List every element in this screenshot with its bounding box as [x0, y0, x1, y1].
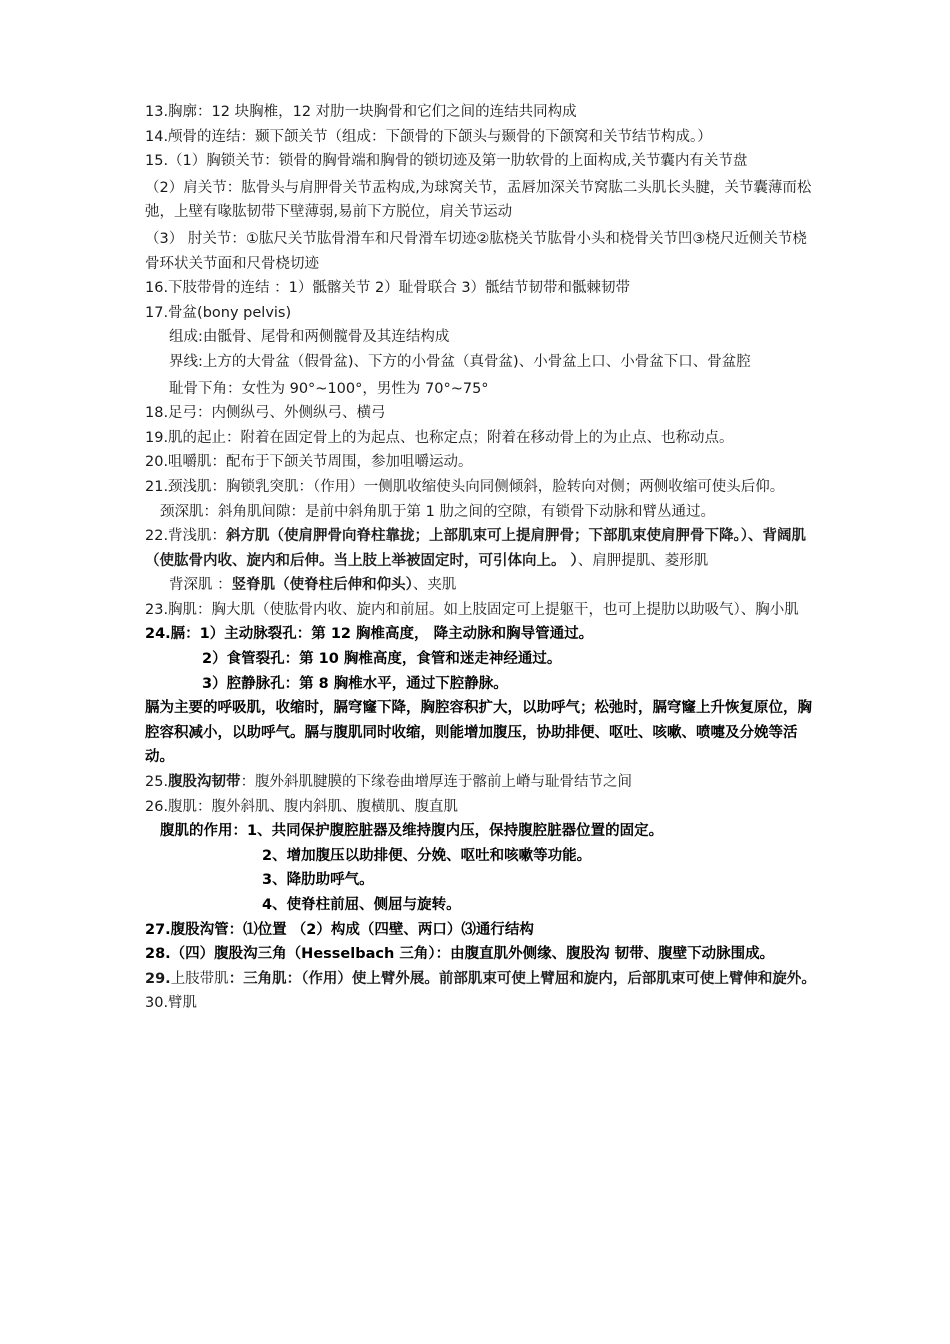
line-26: 26.腹肌：腹外斜肌、腹内斜肌、腹横肌、腹直肌: [145, 798, 459, 815]
line-26-function-4: 4、使脊柱前屈、侧屈与旋转。: [262, 897, 461, 913]
line-22: [145, 524, 817, 573]
line-29: [145, 967, 817, 992]
line-29-label: 上肢带肌: [170, 970, 229, 987]
line-17-boundary: 界线:上方的大骨盆（假骨盆)、下方的小骨盆（真骨盆)、小骨盆上口、小骨盆下口、骨盆腔: [169, 353, 751, 370]
line-17: 17.骨盆(bony pelvis): [145, 304, 292, 321]
line-26-function-1: 腹肌的作用：1、共同保护腹腔脏器及维持腹内压，保持腹腔脏器位置的固定。: [160, 823, 664, 840]
line-15-2: （2）肩关节：肱骨头与肩胛骨关节盂构成,为球窝关节，盂唇加深关节窝肱二头肌长头腱，关节囊薄而松弛，上壁有喙肱韧带下壁薄弱,易前下方脱位，肩关节运动: [145, 179, 812, 221]
line-26-function-3: 3、降肋助呼气。: [262, 872, 374, 889]
line-22-deep-head: 背深肌 ：: [169, 577, 232, 594]
line-22-deep-bold: 竖脊肌（使脊柱后伸和仰头）: [231, 577, 413, 594]
line-19: 19.肌的起止：附着在固定骨上的为起点、也称定点；附着在移动骨上的为止点、也称动点。: [145, 429, 734, 446]
line-16: 16.下肢带骨的连结 ：1）骶髂关节 2）耻骨联合 3）骶结节韧带和骶棘韧带: [145, 280, 631, 297]
line-21-deep: 颈深肌：斜角肌间隙：是前中斜角肌于第 1 肋之间的空隙，有锁骨下动脉和臂丛通过。: [160, 503, 715, 520]
line-17-subpubic-angle: 耻骨下角：女性为 90°~100°，男性为 70°~75°: [169, 380, 489, 397]
line-29-bold: ：三角肌：（作用）使上臂外展。前部肌束可使上臂屈和旋内，后部肌束可使上臂伸和旋外。: [228, 970, 816, 987]
line-13: 13.胸廓：12 块胸椎，12 对肋一块胸骨和它们之间的连结共同构成: [145, 104, 577, 120]
line-25-tail: ：腹外斜肌腱膜的下缘卷曲增厚连于髂前上嵴与耻骨结节之间: [240, 774, 633, 791]
line-27: 27.腹股沟管：⑴位置 （2）构成（四壁、两口）⑶通行结构: [145, 921, 534, 938]
line-25-num: 25.: [145, 774, 169, 791]
line-22-bold: 斜方肌（使肩胛骨向脊柱靠拢；上部肌束可上提肩胛骨；下部肌束使肩胛骨下降。）、背阔肌（使肱骨内收、旋内和后伸。当上肢上举被固定时，可引体向上。 ）: [145, 528, 807, 569]
line-24-2: 2）食管裂孔：第 10 胸椎高度，食管和迷走神经通过。: [202, 651, 562, 668]
line-14: 14.颅骨的连结：颞下颌关节（组成：下颌骨的下颌头与颞骨的下颌窝和关节结节构成。）: [145, 128, 712, 145]
line-21: 21.颈浅肌：胸锁乳突肌：（作用）一侧肌收缩使头向同侧倾斜，脸转向对侧；两侧收缩可使头后仰。: [145, 478, 785, 495]
line-24-3: 3）腔静脉孔：第 8 胸椎水平，通过下腔静脉。: [202, 675, 508, 692]
line-17-composition: 组成:由骶骨、尾骨和两侧髋骨及其连结构成: [169, 329, 450, 346]
line-22-deep-tail: 、夹肌: [412, 577, 457, 594]
document-body: [145, 100, 817, 1016]
line-25-bold: 腹股沟韧带: [168, 774, 241, 791]
line-15-1: 15.（1）胸锁关节：锁骨的胸骨端和胸骨的锁切迹及第一肋软骨的上面构成,关节囊内有关节盘: [145, 153, 748, 170]
line-25: [145, 770, 817, 795]
line-22-deep: [145, 573, 817, 598]
line-24-function: 膈为主要的呼吸肌，收缩时，膈穹窿下降，胸腔容积扩大，以助呼气；松弛时，膈穹窿上升恢复原位，胸腔容积减小，以助呼气。膈与腹肌同时收缩，则能增加腹压，协助排便、呕吐、咳嗽、喷嚏及分娩等活动。: [145, 700, 812, 766]
line-22-tail: 、肩胛提肌、菱形肌: [577, 552, 709, 569]
line-15-3: （3） 肘关节：①肱尺关节肱骨滑车和尺骨滑车切迹②肱桡关节肱骨小头和桡骨关节凹③桡尺近侧关节桡骨环状关节面和尺骨桡切迹: [145, 230, 807, 272]
line-22-head: 22.背浅肌：: [145, 528, 227, 545]
line-26-function-2: 2、增加腹压以助排便、分娩、呕吐和咳嗽等功能。: [262, 847, 592, 864]
line-28: 28.（四）腹股沟三角（Hesselbach 三角）：由腹直肌外侧缘、腹股沟 韧带、腹壁下动脉围成。: [145, 946, 775, 963]
line-20: 20.咀嚼肌：配布于下颌关节周围，参加咀嚼运动。: [145, 454, 473, 471]
line-24: 24.膈：1）主动脉裂孔：第 12 胸椎高度， 降主动脉和胸导管通过。: [145, 626, 594, 643]
line-30: 30.臂肌: [145, 995, 198, 1012]
line-18: 18.足弓：内侧纵弓、外侧纵弓、横弓: [145, 405, 386, 422]
line-29-num: 29.: [145, 970, 171, 987]
line-23: 23.胸肌：胸大肌（使肱骨内收、旋内和前屈。如上肢固定可上提躯干，也可上提肋以助吸气）、胸小肌: [145, 601, 799, 618]
